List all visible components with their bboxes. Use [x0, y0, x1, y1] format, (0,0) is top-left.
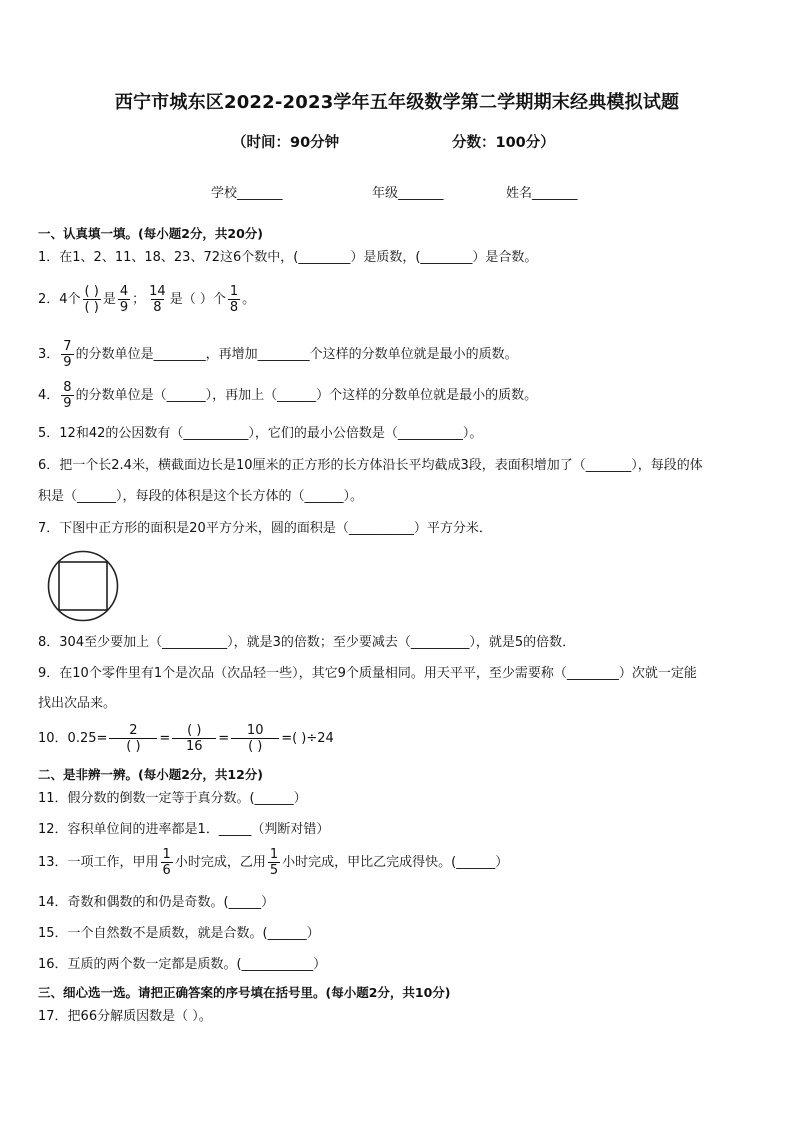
- q10-f3-num: 10: [246, 723, 264, 738]
- q2-f3-num: 14: [149, 284, 166, 299]
- q13-prefix: 13．一项工作，甲用: [38, 855, 159, 870]
- q10-fraction-1: [109, 723, 157, 754]
- question-13: [38, 847, 508, 878]
- question-9-line-1: 9．在10个零件里有1个是次品（次品轻一些），其它9个质量相同。用天平平，至少需要称（________）次就一定能: [38, 666, 697, 681]
- q13-fraction-2: [268, 847, 280, 878]
- q3-den: 9: [63, 355, 72, 370]
- circle-square-figure: [46, 549, 120, 623]
- q13-fraction-1: [161, 847, 173, 878]
- exam-title: 西宁市城东区2022-2023学年五年级数学第二学期期末经典模拟试题: [114, 92, 680, 113]
- question-14: 14．奇数和偶数的和仍是奇数。(_____）: [38, 895, 275, 910]
- question-4: [38, 380, 537, 411]
- exam-score: 分数：100分）: [452, 135, 555, 151]
- q2-f3-den: 8: [153, 300, 162, 315]
- q3-text: 的分数单位是________，再增加________个这样的分数单位就是最小的质数。: [75, 347, 518, 362]
- exam-time: （时间：90分钟: [232, 135, 340, 151]
- question-2: [38, 284, 255, 315]
- q2-f1-num: ( ): [84, 284, 99, 299]
- question-3: [38, 339, 518, 370]
- q2-prefix: 2．4个: [38, 292, 81, 307]
- q10-f1-den: ( ): [109, 738, 157, 754]
- q10-fraction-3: [231, 723, 279, 754]
- question-11: 11．假分数的倒数一定等于真分数。(______）: [38, 791, 307, 806]
- q2-fraction-4: [228, 284, 240, 315]
- q13-f2-den: 5: [269, 863, 279, 878]
- question-7: 7．下图中正方形的面积是20平方分米，圆的面积是（__________）平方分米．: [38, 521, 492, 536]
- q10-f2-num: ( ): [187, 723, 202, 738]
- q13-suffix: 小时完成，甲比乙完成得快。(______）: [282, 855, 509, 870]
- question-6-line-2: 积是（______），每段的体积是这个长方体的（______）。: [38, 489, 364, 504]
- question-8: 8．304至少要加上（__________），就是3的倍数；至少要减去（_________），就是5的倍数．: [38, 635, 576, 650]
- q10-suffix: =( )÷24: [281, 731, 334, 746]
- grade-field[interactable]: 年级_______: [372, 186, 444, 201]
- q2-f4-den: 8: [229, 300, 239, 315]
- q10-f3-den: ( ): [231, 738, 279, 754]
- name-field[interactable]: 姓名_______: [506, 186, 578, 201]
- q2-f2-den: 9: [119, 300, 129, 315]
- q4-prefix: 4．: [38, 388, 60, 403]
- q2-mid3: 是（ ）个: [169, 292, 226, 307]
- question-9-line-2: 找出次品来。: [38, 696, 117, 711]
- q10-f2-den: 16: [172, 738, 216, 754]
- q2-mid2: ；: [132, 292, 146, 307]
- question-5: 5．12和42的公因数有（__________），它们的最小公倍数是（__________）。: [38, 426, 483, 441]
- section-2-heading: 二、是非辨一辨。(每小题2分，共12分): [38, 767, 264, 782]
- question-15: 15．一个自然数不是质数，就是合数。(______）: [38, 926, 320, 941]
- school-field[interactable]: 学校_______: [211, 186, 283, 201]
- q10-eq2: =: [218, 731, 230, 746]
- q2-fraction-3: [147, 284, 168, 315]
- q10-fraction-2: [172, 723, 216, 754]
- question-17: 17．把66分解质因数是（ ）。: [38, 1009, 212, 1024]
- q3-fraction: [61, 339, 73, 370]
- section-1-heading: 一、认真填一填。(每小题2分，共20分): [38, 226, 264, 241]
- q2-mid1: 是: [102, 292, 116, 307]
- q13-f1-num: 1: [162, 847, 171, 862]
- q2-f4-num: 1: [229, 284, 239, 299]
- q2-f2-num: 4: [119, 284, 129, 299]
- q4-text: 的分数单位是（______），再加上（______）个这样的分数单位就是最小的质数。: [75, 388, 538, 403]
- question-6-line-1: 6．把一个长2.4米，横截面边长是10厘米的正方形的长方体沿长平均截成3段，表面积增加了（_______），每段的体: [38, 458, 703, 473]
- q2-f1-den: ( ): [84, 300, 99, 315]
- q2-fraction-1: [83, 284, 101, 315]
- q4-den: 9: [63, 396, 72, 411]
- question-10: [38, 723, 334, 754]
- q10-f1-num: 2: [129, 723, 138, 738]
- question-12: 12．容积单位间的进率都是1．_____（判断对错）: [38, 822, 330, 837]
- q13-mid: 小时完成，乙用: [174, 855, 266, 870]
- q10-eq1: =: [159, 731, 171, 746]
- section-3-heading: 三、细心选一选。请把正确答案的序号填在括号里。(每小题2分，共10分): [38, 985, 451, 1000]
- q3-num: 7: [63, 339, 72, 354]
- question-16: 16．互质的两个数一定都是质数。(___________）: [38, 957, 327, 972]
- question-1: 1．在1、2、11、18、23、72这6个数中，(________）是质数，(________）是合数。: [38, 250, 538, 265]
- q2-suffix: 。: [242, 292, 256, 307]
- q13-f2-num: 1: [269, 847, 279, 862]
- q2-fraction-2: [118, 284, 130, 315]
- q13-f1-den: 6: [162, 863, 171, 878]
- q10-prefix: 10．0.25=: [38, 731, 108, 746]
- q4-fraction: [61, 380, 73, 411]
- q4-num: 8: [63, 380, 72, 395]
- q3-prefix: 3．: [38, 347, 60, 362]
